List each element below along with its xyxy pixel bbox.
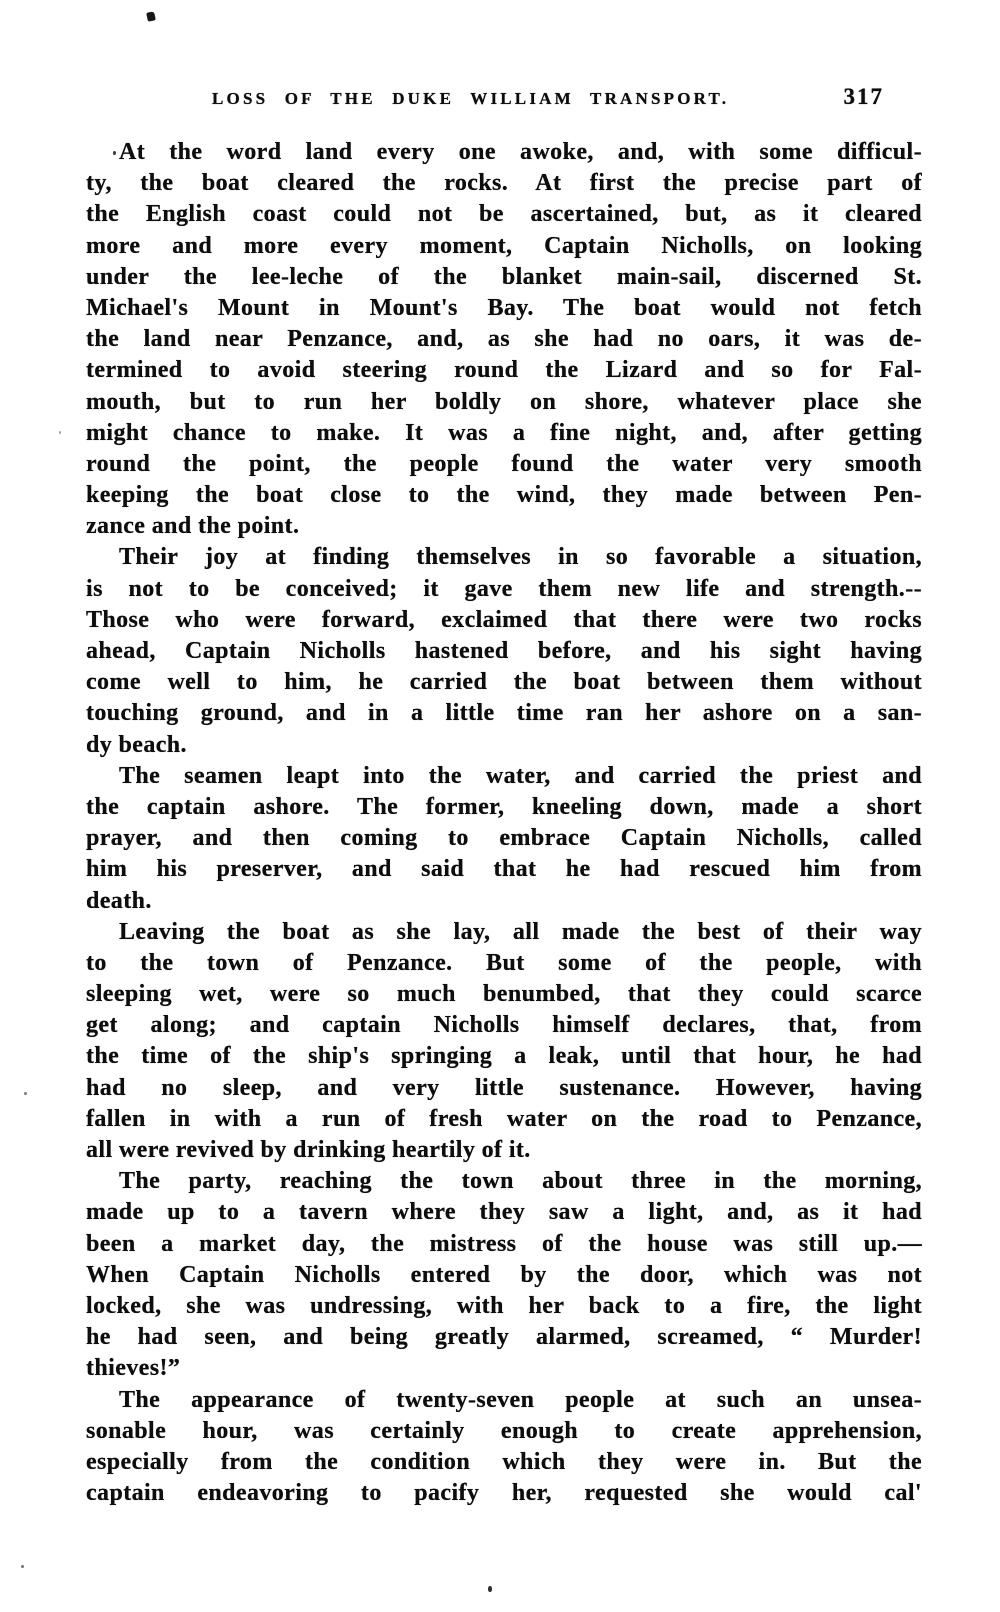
text-line: locked, she was undressing, with her back to a fire, the light [86,1292,922,1319]
text-line: sonable hour, was certainly enough to create apprehension, [86,1417,922,1444]
text-line: mouth, but to run her boldly on shore, whatever place she [86,388,922,415]
text-line: death. [86,887,152,914]
running-title: LOSS OF THE DUKE WILLIAM TRANSPORT. [212,89,730,108]
text-line: especially from the condition which they were in. But the [86,1448,922,1475]
text-line: might chance to make. It was a fine night, and, after getting [86,419,922,446]
text-line: is not to be conceived; it gave them new life and strength.-- [86,575,922,602]
text-line: Michael's Mount in Mount's Bay. The boat would not fetch [86,294,922,321]
text-line: him his preserver, and said that he had rescued him from [86,856,922,883]
ink-speck [488,1586,492,1592]
text-line: ty, the boat cleared the rocks. At first the precise part of [86,170,922,197]
ink-blot [146,11,156,21]
ink-speck [24,1092,27,1095]
running-header [86,84,922,112]
text-line: Their joy at finding themselves in so favorable a situation, [119,544,922,571]
text-line: The seamen leapt into the water, and carried the priest and [119,762,922,789]
text-line: The appearance of twenty-seven people at such an unsea- [119,1386,922,1413]
text-line: termined to avoid steering round the Lizard and so for Fal- [86,357,922,384]
text-line: been a market day, the mistress of the house was still up.— [86,1230,922,1257]
page-text [86,137,922,1509]
text-line: sleeping wet, were so much benumbed, that they could scarce [86,981,922,1008]
text-line: keeping the boat close to the wind, they made between Pen- [86,482,922,509]
text-line: Leaving the boat as she lay, all made the best of their way [119,918,922,945]
text-line: the land near Penzance, and, as she had no oars, it was de- [86,326,922,353]
text-line: the English coast could not be ascertained, but, as it cleared [86,201,922,228]
ink-speck [113,151,116,155]
text-line: captain endeavoring to pacify her, requested she would cal' [86,1480,922,1507]
text-line: all were revived by drinking heartily of it. [86,1137,531,1163]
ink-speck [59,431,61,434]
text-line: to the town of Penzance. But some of the people, with [86,949,922,976]
text-line: get along; and captain Nicholls himself declares, that, from [86,1012,922,1039]
text-line: zance and the point. [86,513,300,540]
text-line: At the word land every one awoke, and, with some difficul- [119,139,922,165]
text-line: fallen in with a run of fresh water on the road to Penzance, [86,1105,922,1132]
text-line: thieves!” [86,1355,181,1382]
page-number: 317 [843,84,884,109]
text-line: The party, reaching the town about three in the morning, [119,1168,922,1195]
text-line: prayer, and then coming to embrace Captain Nicholls, called [86,825,922,852]
text-line: the time of the ship's springing a leak, until that hour, he had [86,1043,922,1070]
text-line: under the lee-leche of the blanket main-sail, discerned St. [86,263,922,290]
text-line: more and more every moment, Captain Nicholls, on looking [86,232,922,259]
text-line: When Captain Nicholls entered by the door, which was not [86,1261,922,1288]
text-line: round the point, the people found the water very smooth [86,450,922,477]
text-line: come well to him, he carried the boat between them without [86,669,922,696]
text-line: the captain ashore. The former, kneeling down, made a short [86,793,922,820]
text-line: had no sleep, and very little sustenance. However, having [86,1074,922,1101]
text-line: he had seen, and being greatly alarmed, screamed, “ Murder! [86,1324,922,1351]
text-line: touching ground, and in a little time ran her ashore on a san- [86,700,922,727]
ink-speck [21,1565,24,1568]
text-line: ahead, Captain Nicholls hastened before, and his sight having [86,638,922,664]
text-line: made up to a tavern where they saw a light, and, as it had [86,1199,922,1226]
text-line: Those who were forward, exclaimed that there were two rocks [86,606,922,633]
text-line: dy beach. [86,731,187,758]
